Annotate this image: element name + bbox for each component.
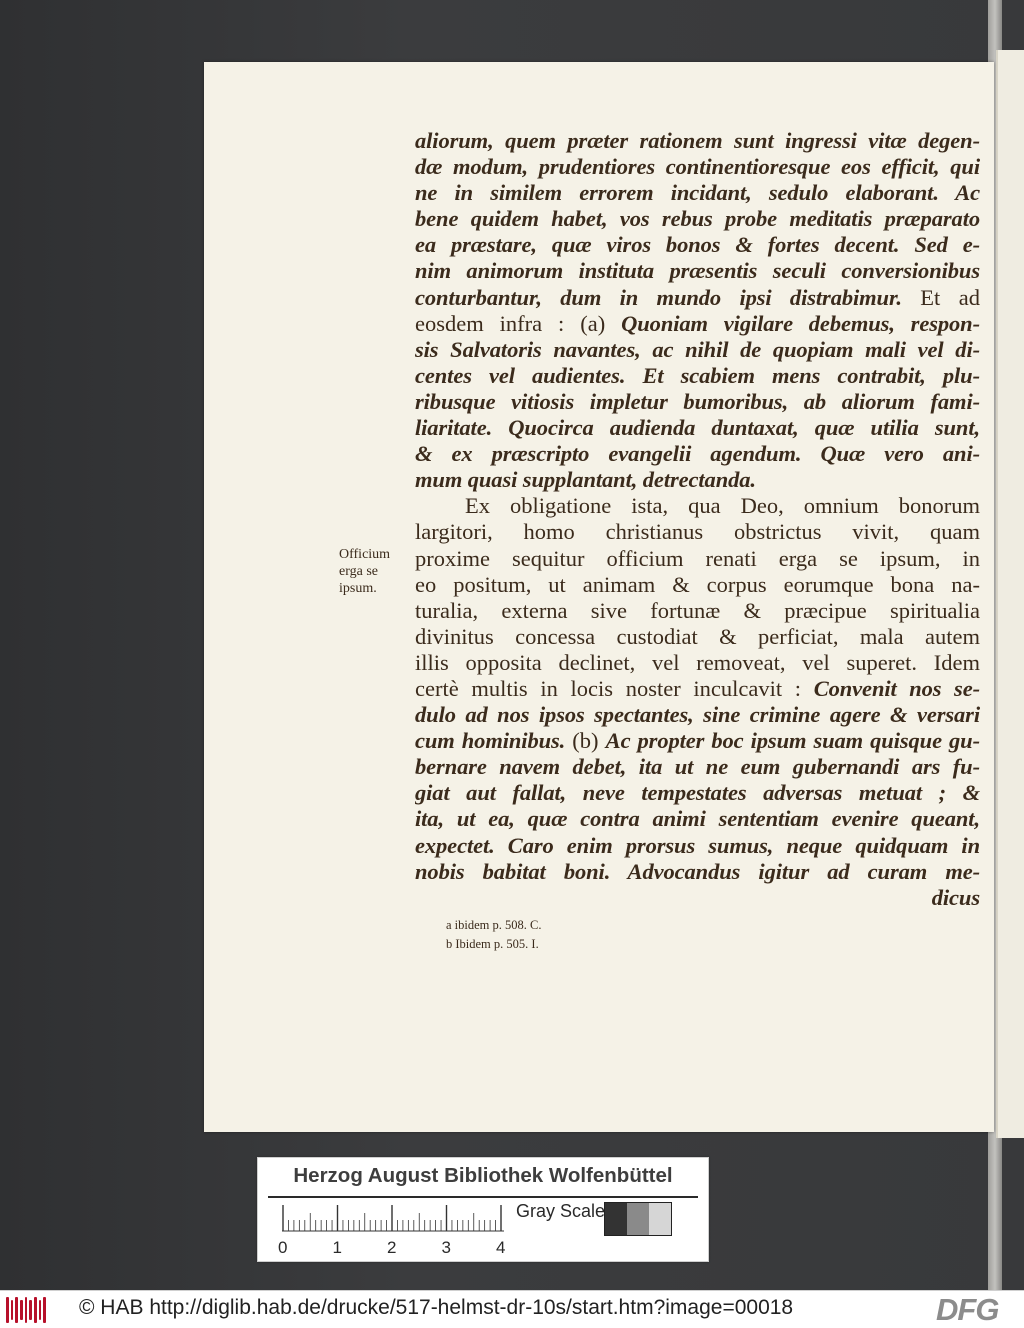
text-segment: ribusque vitiosis impletur bumoribus, ab aliorum fami-: [415, 388, 980, 414]
text-line: [415, 363, 980, 389]
ruler-number: 0: [278, 1238, 288, 1257]
text-segment: ne in similem errorem incidant, sedulo elaborant. Ac: [415, 180, 980, 206]
text-line: [415, 728, 980, 754]
text-segment: turalia, externa sive fortunæ & præcipue spiritualia: [415, 597, 980, 623]
text-segment: Ac propter boc ipsum suam quisque gu-: [605, 728, 980, 754]
text-line: [415, 546, 980, 572]
text-line: [415, 833, 980, 859]
text-segment: Et ad: [920, 284, 980, 310]
text-segment: illis opposita declinet, vel removeat, vel superet. Idem: [415, 649, 980, 675]
text-line: [415, 650, 980, 676]
text-segment: centes vel audientes. Et scabiem mens contrabit, plu-: [415, 362, 980, 388]
text-line: [415, 467, 980, 493]
card-divider: [268, 1196, 698, 1198]
text-segment: cum hominibus.: [415, 728, 573, 754]
text-segment: largitori, homo christianus obstrictus vivit, quam: [415, 519, 980, 545]
color-reference-card: [257, 1157, 709, 1262]
text-segment: expectet. Caro enim prorsus sumus, neque quidquam in: [415, 832, 980, 858]
text-line: [415, 754, 980, 780]
text-line: [415, 806, 980, 832]
text-segment: conturbantur, dum in mundo ipsi distrabimur.: [415, 284, 921, 310]
text-segment: Convenit nos se-: [813, 675, 980, 701]
text-segment: bernare navem debet, ita ut ne eum gubernandi ars fu-: [415, 754, 980, 780]
margin-note-line: Officium: [339, 547, 391, 562]
ruler-number: 3: [441, 1238, 451, 1257]
text-line: [415, 780, 980, 806]
text-segment: Quoniam vigilare debemus, respon-: [621, 310, 980, 336]
footer-copyright-link[interactable]: © HAB http://diglib.hab.de/drucke/517-helmst-dr-10s/start.htm?image=00018: [79, 1296, 794, 1319]
text-segment: dicus: [931, 884, 980, 910]
text-line: [415, 859, 980, 885]
text-line: [415, 676, 980, 702]
text-line: [415, 441, 980, 467]
ruler-numbers: [278, 1238, 518, 1258]
text-line: [415, 285, 980, 311]
text-line: [415, 885, 980, 911]
footer-bar: [0, 1290, 1024, 1328]
margin-note-line: ipsum.: [339, 581, 377, 596]
text-line: [415, 311, 980, 337]
text-line: [415, 389, 980, 415]
gray-swatch: [627, 1203, 649, 1235]
text-segment: & ex præscripto evangelii agendum. Quæ vero ani-: [415, 441, 980, 467]
text-segment: proxime sequitur officium renati erga se ipsum, in: [415, 545, 980, 571]
grayscale-swatches: [604, 1202, 672, 1236]
text-line: [415, 206, 980, 232]
page-body-text: [415, 128, 980, 911]
grayscale-label: Gray Scale: [516, 1201, 606, 1221]
gray-swatch: [649, 1203, 671, 1235]
text-line: [415, 337, 980, 363]
text-segment: giat aut fallat, neve tempestates adversas metuat ; &: [415, 780, 980, 806]
text-segment: nim animorum instituta præsentis seculi conversionibus: [415, 258, 980, 284]
text-line: [415, 154, 980, 180]
dfg-logo-icon[interactable]: DFG: [936, 1292, 999, 1327]
adjacent-page-sliver: [996, 50, 1024, 1138]
text-segment: divinitus concessa custodiat & perficiat, mala autem: [415, 623, 980, 649]
ruler-number: 4: [496, 1238, 506, 1257]
text-line: [415, 180, 980, 206]
text-segment: dæ modum, prudentiores continentioresque eos efficit, qui: [415, 154, 980, 180]
text-segment: ita, ut ea, quæ contra animi sententiam evenire queant,: [415, 806, 980, 832]
scale-ruler: [282, 1204, 510, 1232]
text-line: [415, 258, 980, 284]
text-segment: nobis babitat boni. Advocandus igitur ad curam me-: [415, 858, 980, 884]
text-line: [415, 598, 980, 624]
text-segment: Ex obligatione ista, qua Deo, omnium bonorum: [465, 493, 980, 519]
footnote: a ibidem p. 508. C.: [446, 918, 542, 932]
text-line: [415, 702, 980, 728]
book-page: [204, 62, 994, 1132]
text-line: [415, 572, 980, 598]
text-line: [415, 624, 980, 650]
text-segment: mum quasi supplantant, detrectanda.: [415, 467, 756, 493]
text-segment: liaritate. Quocirca audienda duntaxat, quæ utilia sunt,: [415, 415, 980, 441]
text-segment: sis Salvatoris navantes, ac nihil de quopiam mali vel di-: [415, 336, 980, 362]
library-name: Herzog August Bibliothek Wolfenbüttel: [293, 1164, 673, 1187]
text-segment: eosdem infra : (a): [415, 310, 622, 336]
text-line: [415, 519, 980, 545]
margin-note-line: erga se: [339, 564, 378, 579]
ruler-number: 2: [387, 1238, 397, 1257]
text-segment: certè multis in locis noster inculcavit :: [415, 675, 814, 701]
text-segment: dulo ad nos ipsos spectantes, sine crimine agere & versari: [415, 702, 980, 728]
text-line: [415, 415, 980, 441]
footnote: b Ibidem p. 505. I.: [446, 937, 539, 951]
text-segment: bene quidem habet, vos rebus probe meditatis præparato: [415, 206, 980, 232]
footnotes: [446, 916, 541, 954]
text-segment: aliorum, quem præter rationem sunt ingressi vitæ degen-: [415, 128, 980, 153]
text-segment: ea præstare, quæ viros bonos & fortes decent. Sed e-: [415, 232, 980, 258]
hab-logo-icon[interactable]: [6, 1295, 46, 1325]
gray-swatch: [605, 1203, 627, 1235]
text-line: [415, 493, 980, 519]
text-segment: (b): [572, 728, 606, 754]
ruler-number: 1: [332, 1238, 342, 1257]
margin-note: [339, 546, 411, 597]
text-line: [415, 128, 980, 154]
text-line: [415, 232, 980, 258]
text-segment: eo positum, ut animam & corpus eorumque bona na-: [415, 571, 980, 597]
